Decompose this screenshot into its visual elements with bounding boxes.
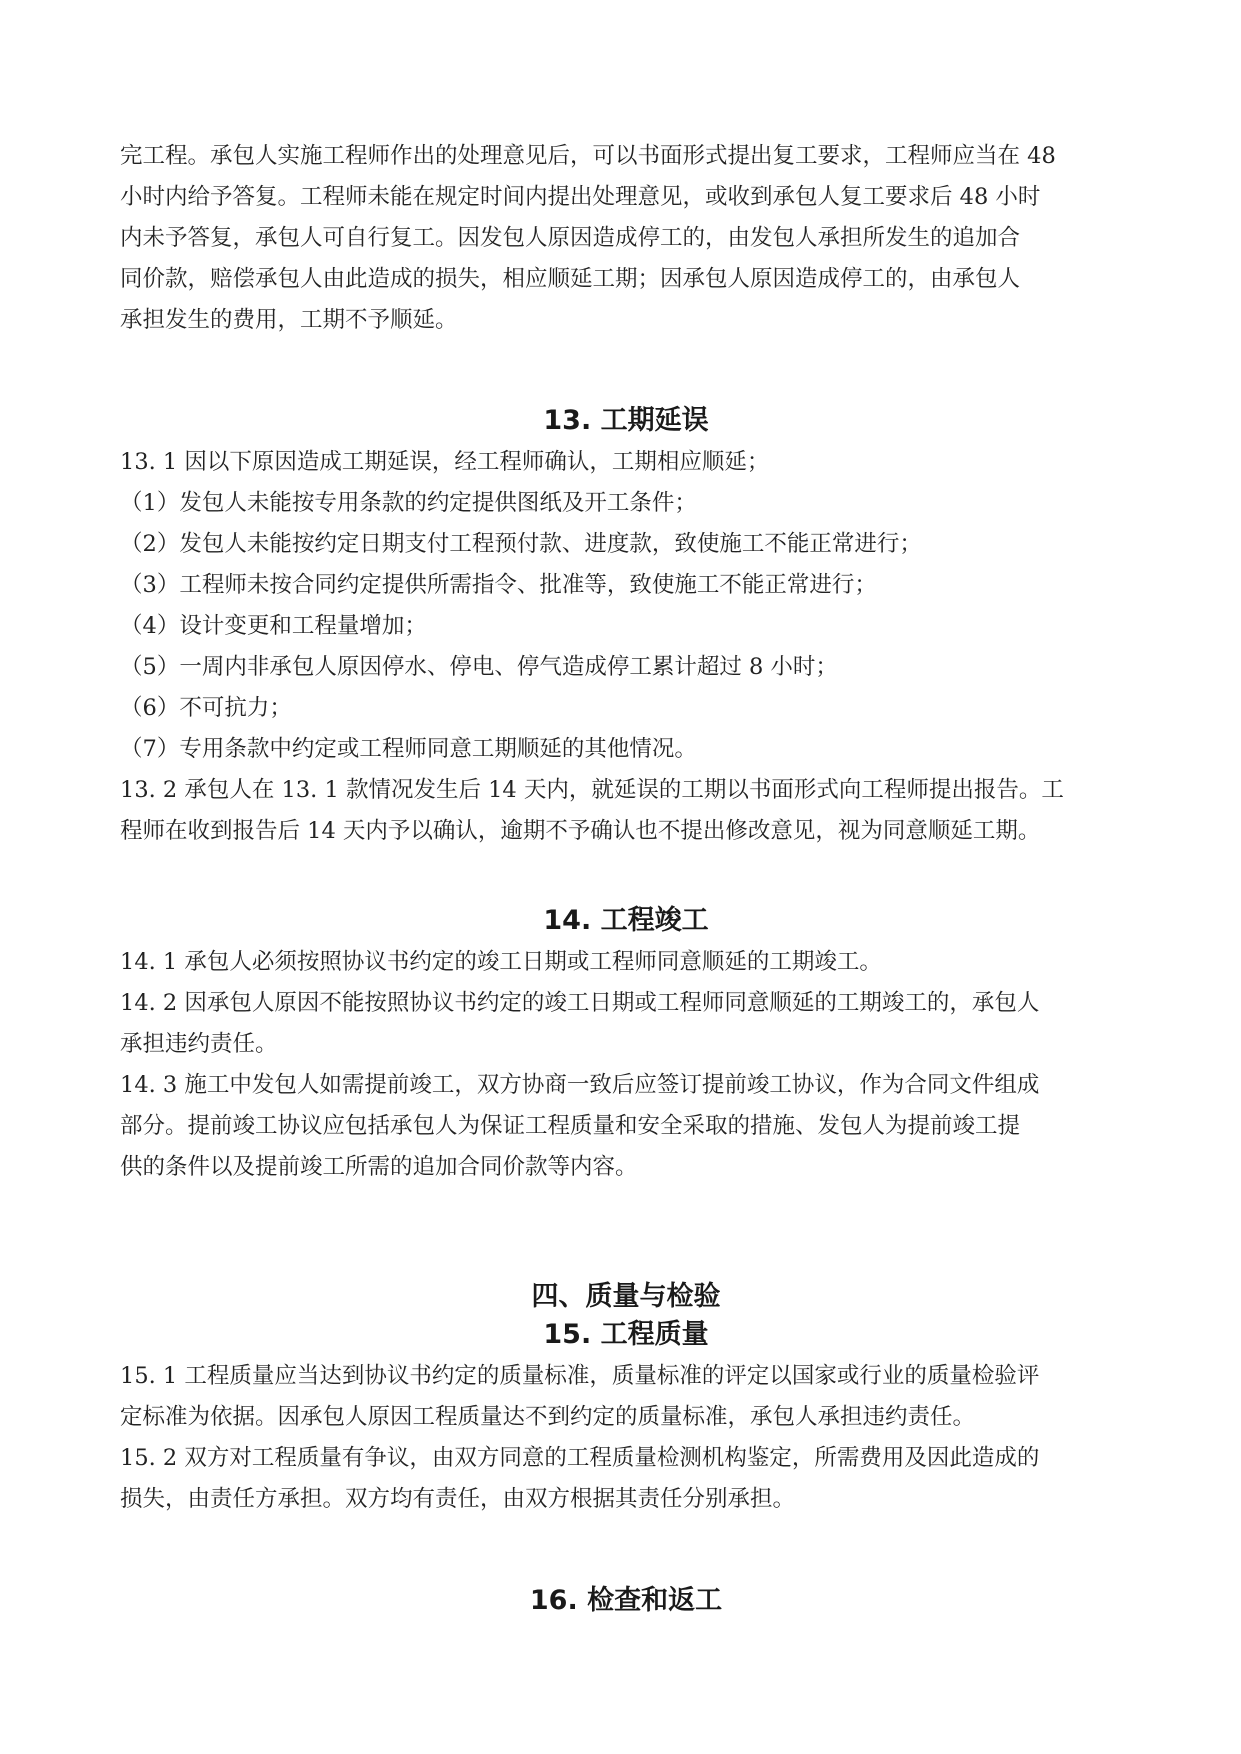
text-line: 承担发生的费用，工期不予顺延。 [120,307,458,333]
text-line: 损失，由责任方承担。双方均有责任，由双方根据其责任分别承担。 [120,1486,796,1512]
section-14 [120,900,1132,1188]
text-line: 部分。提前竣工协议应包括承包人为保证工程质量和安全采取的措施、发包人为提前竣工提 [120,1113,1021,1139]
text-line: （4）设计变更和工程量增加； [120,613,427,639]
text-line: 程师在收到报告后 14 天内予以确认，逾期不予确认也不提出修改意见，视为同意顺延工期。 [120,818,1041,844]
section-heading: 14. 工程竣工 [543,905,709,936]
intro-paragraph [120,136,1132,341]
text-line: 13. 2 承包人在 13. 1 款情况发生后 14 天内，就延误的工期以书面形式向工程师提出报告。工 [120,777,1064,803]
text-line: 完工程。承包人实施工程师作出的处理意见后，可以书面形式提出复工要求，工程师应当在 48 [120,143,1056,169]
section-13 [120,400,1132,852]
text-line: 定标准为依据。因承包人原因工程质量达不到约定的质量标准，承包人承担违约责任。 [120,1404,976,1430]
section-heading: 13. 工期延误 [543,405,709,436]
text-line: 内未予答复，承包人可自行复工。因发包人原因造成停工的，由发包人承担所发生的追加合 [120,225,1021,251]
text-line: （5）一周内非承包人原因停水、停电、停气造成停工累计超过 8 小时； [120,654,838,680]
text-line: 13. 1 因以下原因造成工期延误，经工程师确认，工期相应顺延； [120,449,770,475]
text-line: 14. 2 因承包人原因不能按照协议书约定的竣工日期或工程师同意顺延的工期竣工的，承包人 [120,990,1040,1016]
text-line: （2）发包人未能按约定日期支付工程预付款、进度款，致使施工不能正常进行； [120,531,922,557]
text-line: （3）工程师未按合同约定提供所需指令、批准等，致使施工不能正常进行； [120,572,877,598]
section-heading: 16. 检查和返工 [529,1585,723,1616]
text-line: 14. 3 施工中发包人如需提前竣工，双方协商一致后应签订提前竣工协议，作为合同文件组成 [120,1072,1040,1098]
text-line: 同价款，赔偿承包人由此造成的损失，相应顺延工期；因承包人原因造成停工的，由承包人 [120,266,1021,292]
part-heading: 四、质量与检验 [531,1281,721,1312]
text-line: （6）不可抗力； [120,695,292,721]
text-line: 15. 2 双方对工程质量有争议，由双方同意的工程质量检测机构鉴定，所需费用及因此造成的 [120,1445,1040,1471]
part-4 [120,1276,1132,1318]
section-15 [120,1314,1132,1520]
text-line: 14. 1 承包人必须按照协议书约定的竣工日期或工程师同意顺延的工期竣工。 [120,949,882,975]
text-line: 15. 1 工程质量应当达到协议书约定的质量标准，质量标准的评定以国家或行业的质量检验评 [120,1363,1040,1389]
text-line: 供的条件以及提前竣工所需的追加合同价款等内容。 [120,1154,638,1180]
text-line: （1）发包人未能按专用条款的约定提供图纸及开工条件； [120,490,697,516]
text-line: 小时内给予答复。工程师未能在规定时间内提出处理意见，或收到承包人复工要求后 48 小时 [120,184,1041,210]
section-16 [120,1580,1132,1622]
text-line: 承担违约责任。 [120,1031,278,1057]
text-line: （7）专用条款中约定或工程师同意工期顺延的其他情况。 [120,736,697,762]
section-heading: 15. 工程质量 [543,1319,709,1350]
